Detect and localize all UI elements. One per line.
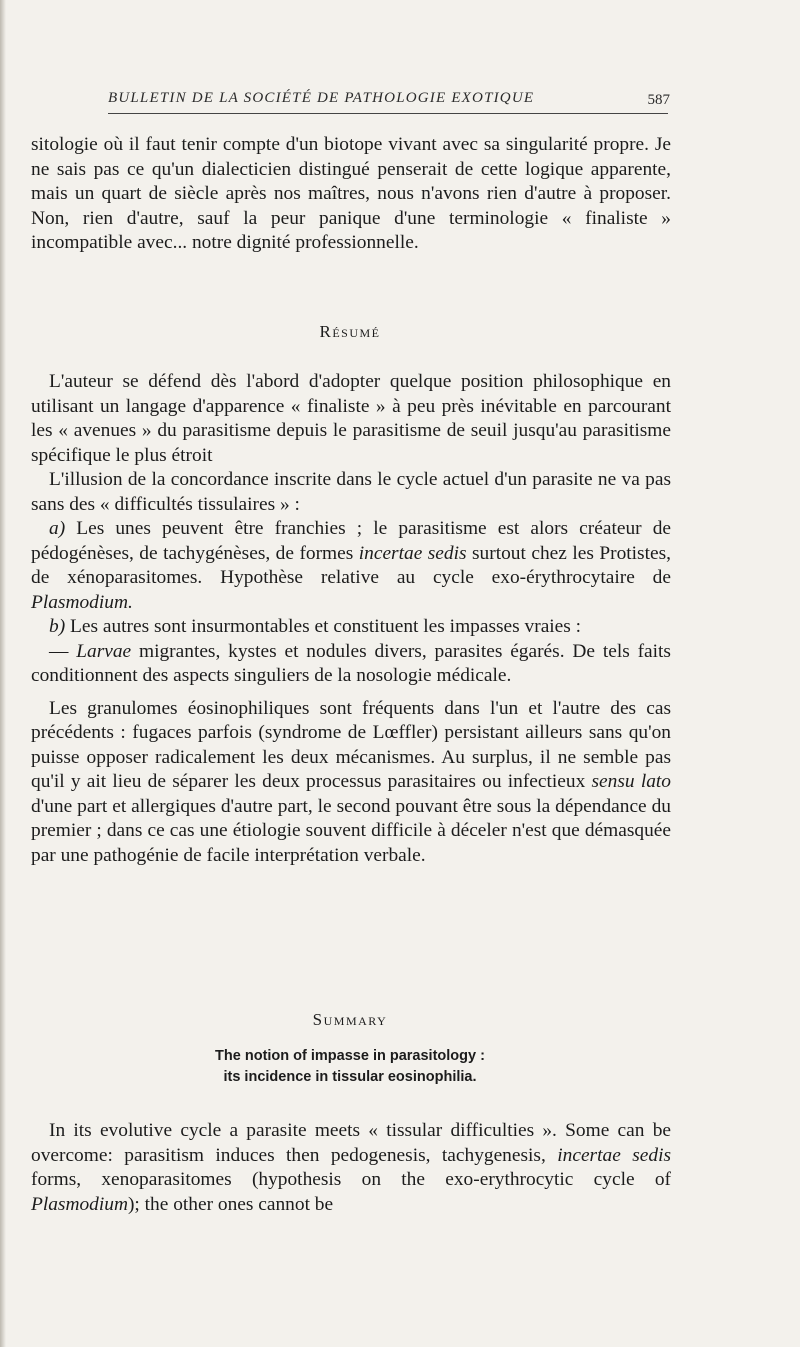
- header-rule: [108, 113, 668, 114]
- resume-paragraph-3: Les granulomes éosinophiliques sont fréquents dans l'un et l'autre des cas précédents : fugaces parfois (syndrome de Lœffler) persistant ailleurs sans qu'on puisse opposer radicalement les deux mécanismes. Au surplus, il ne semble pas qu'il y ait lieu de séparer les deux processus parasitaires ou infectieux sensu lato d'une part et allergiques d'autre part, le second pouvant être sous la dépendance du premier ; dans ce cas une étiologie souvent difficile à déceler n'est que démasquée par une pathogénie de facile interprétation verbale.: [31, 697, 671, 866]
- summary-heading: Summary: [312, 1010, 388, 1029]
- running-header: [108, 86, 668, 116]
- summary-title-line-2: its incidence in tissular eosinophilia.: [223, 1069, 477, 1085]
- intro-paragraph: [31, 133, 671, 256]
- journal-title: BULLETIN DE LA SOCIÉTÉ DE PATHOLOGIE EXOTIQUE: [108, 90, 535, 106]
- summary-title: [100, 1046, 600, 1088]
- summary-paragraph: In its evolutive cycle a parasite meets « tissular difficulties ». Some can be overcome: parasitism induces then pedogenesis, tachygenesis, incertae sedis forms, xenoparasitomes (hypothesis on the exo-erythrocytic cycle of Plasmodium); the other ones cannot be: [31, 1120, 672, 1215]
- page-number: 587: [647, 92, 670, 108]
- item-a-label: a): [49, 518, 66, 539]
- page-edge-shadow: [0, 0, 6, 1347]
- intro-text: sitologie où il faut tenir compte d'un biotope vivant avec sa singularité propre. Je ne sais pas ce qu'un dialecticien distingué penserait de cette logique apparente, mais un quart de siècle après nos maîtres, nous n'avons rien d'autre à proposer. Non, rien d'autre, sauf la peur panique d'une terminologie « finaliste » incompatible avec... notre dignité professionnelle.: [31, 134, 671, 253]
- summary-section: [31, 1119, 671, 1217]
- resume-item-a: a) Les unes peuvent être franchies ; le parasitisme est alors créateur de pédogénèses, de tachygénèses, de formes incertae sedis surtout chez les Protistes, de xénoparasitomes. Hypothèse relative au cycle exo-érythrocytaire de Plasmodium.: [31, 518, 671, 613]
- summary-title-line-1: The notion of impasse in parasitology :: [215, 1048, 485, 1064]
- resume-paragraph-1: L'auteur se défend dès l'abord d'adopter quelque position philosophique en utilisant un langage d'apparence « finaliste » à peu près inévitable en parcourant les « avenues » du parasitisme depuis le parasitisme de seuil jusqu'au parasitisme spécifique le plus étroit: [31, 371, 671, 466]
- item-b-label: b): [49, 616, 66, 637]
- resume-section: [31, 370, 671, 868]
- resume-item-b: b) Les autres sont insurmontables et constituent les impasses vraies :: [49, 616, 582, 637]
- resume-paragraph-2: L'illusion de la concordance inscrite dans le cycle actuel d'un parasite ne va pas sans des « difficultés tissulaires » :: [31, 469, 671, 515]
- resume-dash-item: — Larvae migrantes, kystes et nodules divers, parasites égarés. De tels faits conditionnent des aspects singuliers de la nosologie médicale.: [31, 640, 671, 686]
- resume-heading: Résumé: [319, 322, 381, 341]
